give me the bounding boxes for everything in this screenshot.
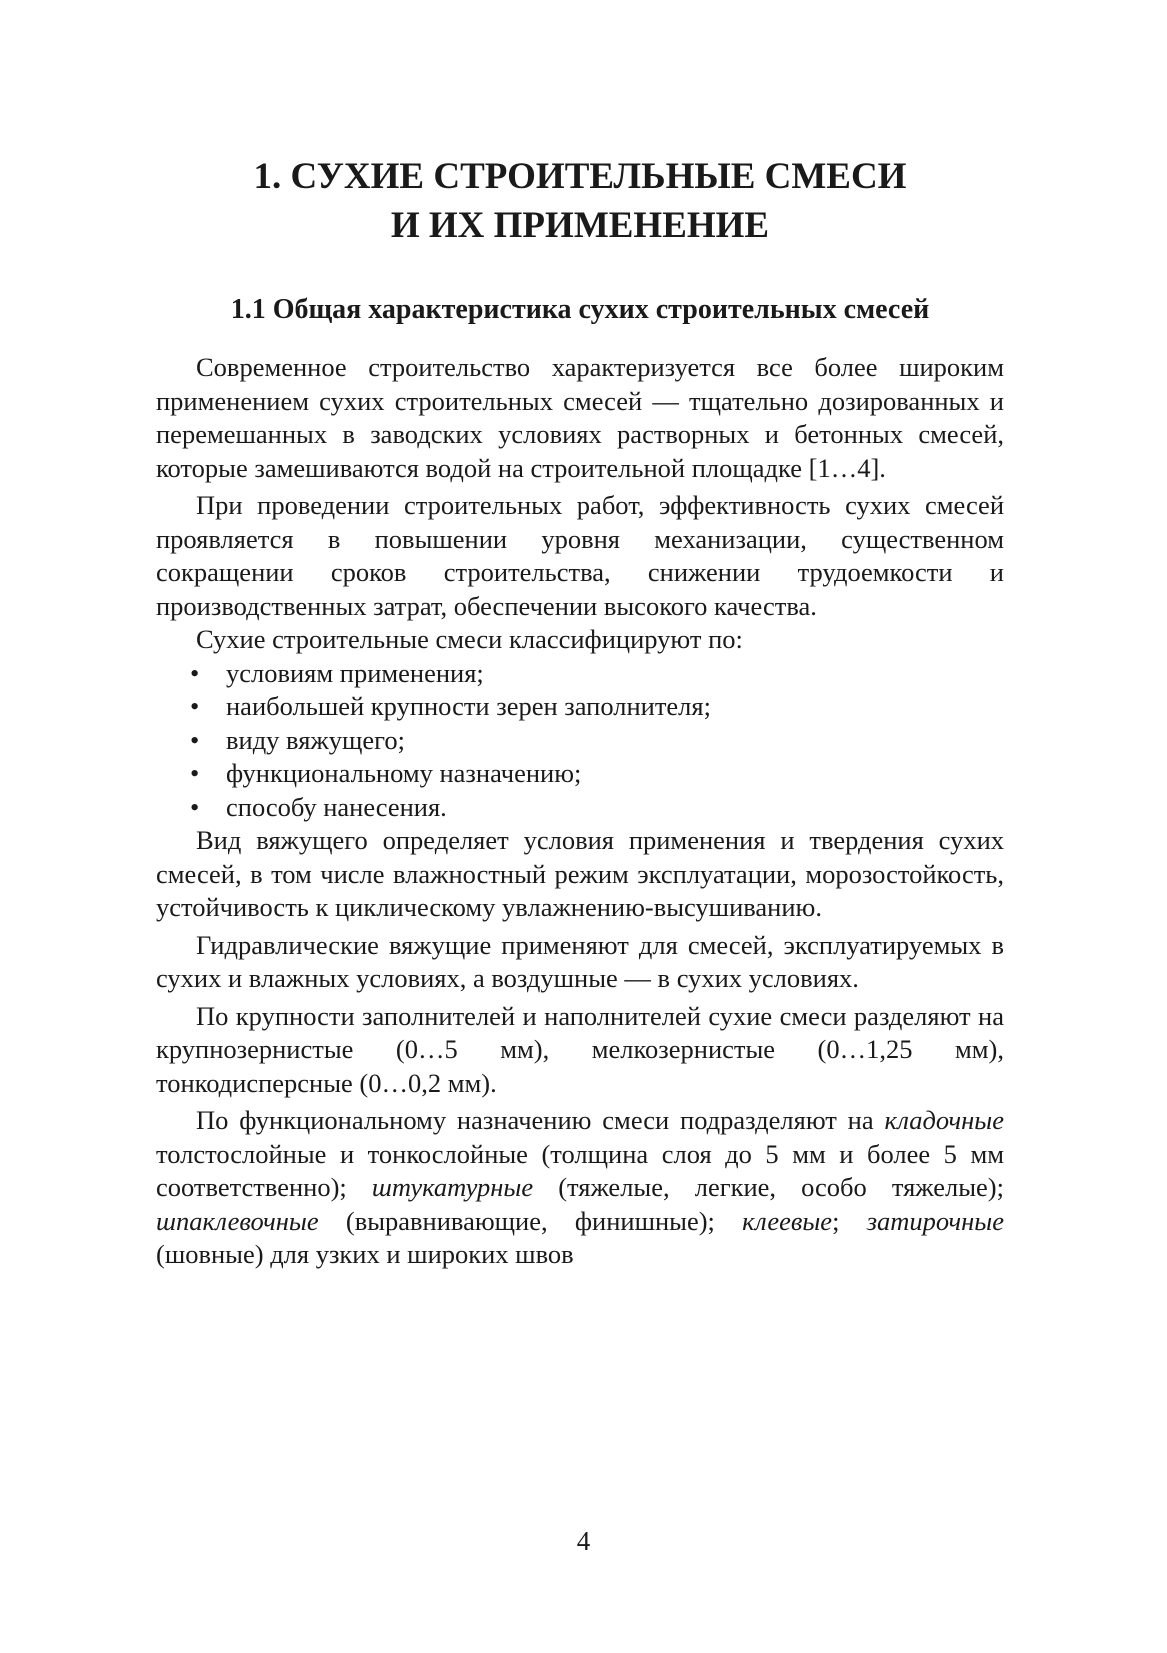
list-item-text: виду вяжущего; (226, 724, 405, 755)
list-item (156, 690, 1004, 724)
term-putty: шпаклевочные (156, 1205, 319, 1236)
paragraph-functional-purpose: По функциональному назначению смеси подразделяют на кладочные толстослойные и тонкослойные (толщина слоя до 5 мм и более 5 мм соответственно); штукатурные (тяжелые, легкие, особо тяжелые); шпаклевочные (выравнивающие, финишные); клеевые; затирочные (шовные) для узких и широких швов (156, 1105, 1004, 1269)
bullet-icon: • (190, 791, 200, 822)
bullet-icon: • (190, 724, 200, 755)
list-item (156, 724, 1004, 758)
list-item (156, 757, 1004, 791)
list-item (156, 657, 1004, 691)
paragraph-hydraulic-binders: Гидравлические вяжущие применяют для смесей, эксплуатируемых в сухих и влажных условиях, а воздушные — в сухих условиях. (156, 929, 1004, 993)
paragraph-intro: Современное строительство характеризуется все более широким применением сухих строительных смесей — тщательно дозированных и перемешанных в заводских условиях растворных и бетонных смесей, которые замешиваются водой на строительной площадке [1…4]. (156, 352, 1004, 483)
paragraph-aggregate-size: По крупности заполнителей и наполнителей сухие смеси разделяют на крупнозернистые (0…5 мм), мелкозернистые (0…1,25 мм), тонкодисперсные (0…0,2 мм). (156, 1000, 1004, 1098)
paragraph-binder-type: Вид вяжущего определяет условия применения и твердения сухих смесей, в том числе влажностный режим эксплуатации, морозостойкость, устойчивость к циклическому увлажнению-высушиванию. (156, 825, 1004, 922)
term-adhesive: клеевые (742, 1205, 833, 1236)
paragraph-efficiency: При проведении строительных работ, эффективность сухих смесей проявляется в повышении уровня механизации, существенном сокращении сроков строительства, снижении трудоемкости и производственных затрат, обеспечении высокого качества. (156, 490, 1004, 621)
body-text (156, 351, 1004, 1272)
chapter-title (150, 152, 1010, 250)
paragraph-classification-lead: Сухие строительные смеси классифицируют по: (196, 624, 743, 654)
list-item-text: наибольшей крупности зерен заполнителя; (226, 691, 711, 721)
bullet-icon: • (190, 758, 200, 788)
list-item (156, 791, 1004, 825)
term-masonry: кладочные (884, 1105, 1004, 1135)
term-grout: затирочные (866, 1205, 1004, 1236)
section-title: 1.1 Общая характеристика сухих строительных смесей (230, 294, 930, 325)
term-plaster: штукатурные (371, 1172, 534, 1202)
bullet-icon: • (190, 691, 200, 721)
list-item-text: функциональному назначению; (226, 758, 582, 788)
classification-list (156, 657, 1004, 825)
list-item-text: способу нанесения. (226, 791, 447, 822)
bullet-icon: • (190, 657, 200, 688)
chapter-title-line-1: 1. СУХИЕ СТРОИТЕЛЬНЫЕ СМЕСИ (253, 156, 907, 197)
list-item-text: условиям применения; (226, 657, 484, 688)
chapter-title-line-2: И ИХ ПРИМЕНЕНИЕ (390, 205, 770, 246)
page-number: 4 (576, 1526, 591, 1556)
